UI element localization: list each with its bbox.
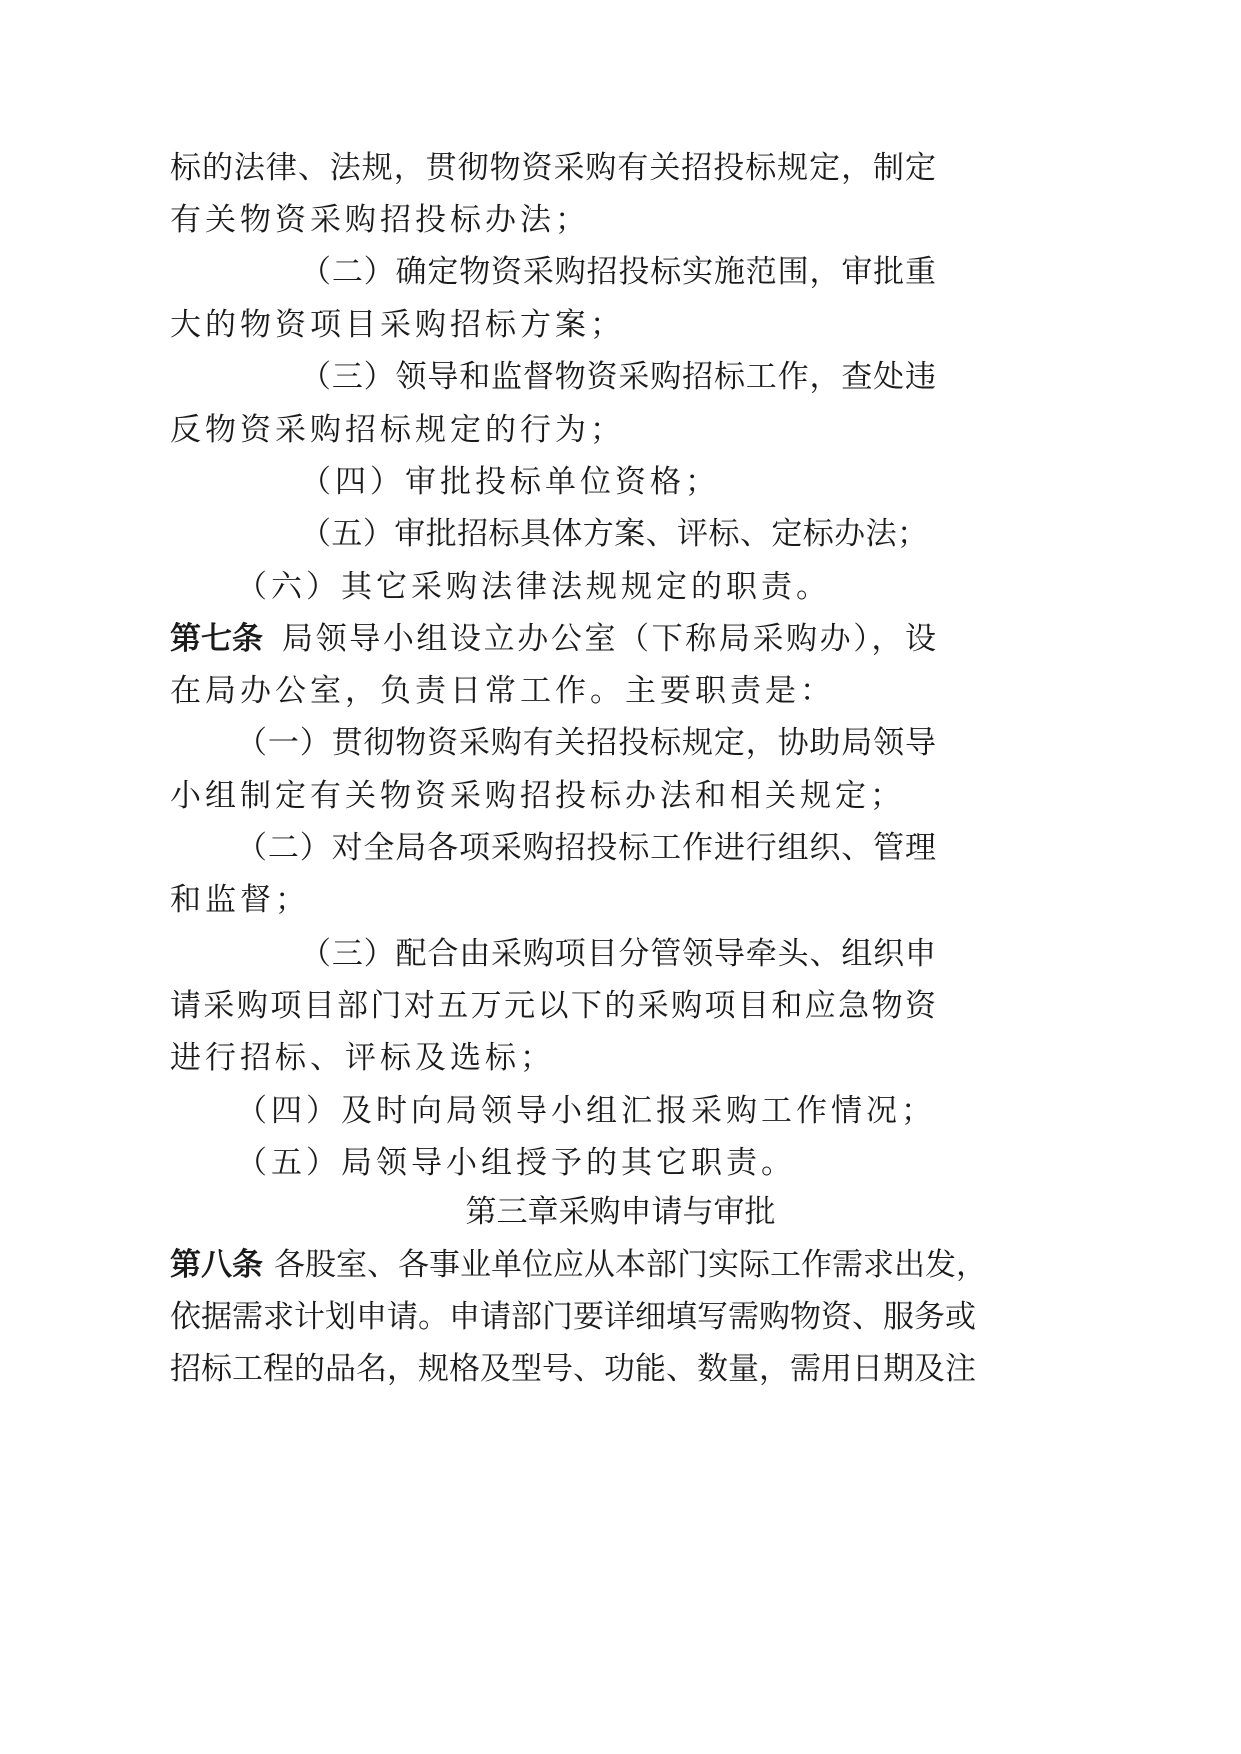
paragraph-line [0, 661, 1241, 721]
article-label: 第八条 [170, 1247, 263, 1283]
list-item [0, 452, 1241, 512]
line-text: 局领导小组设立办公室（下称局采购办），设 [282, 621, 936, 657]
paragraph-line [0, 190, 1241, 250]
list-item [0, 557, 1241, 617]
list-item [0, 713, 1241, 773]
list-item [0, 924, 1241, 984]
line-text: 招标工程的品名，规格及型号、功能、数量，需用日期及注 [170, 1351, 976, 1387]
line-text: （二）对全局各项采购招投标工作进行组织、管理 [236, 830, 936, 866]
line-text: 和监督； [170, 882, 310, 918]
list-item [0, 347, 1241, 407]
list-item [0, 504, 1241, 564]
line-text: 在局办公室，负责日常工作。主要职责是： [170, 673, 835, 709]
line-text: 大的物资项目采购招标方案； [170, 307, 625, 343]
paragraph-line [0, 1287, 1241, 1347]
line-text: （五）局领导小组授予的其它职责。 [236, 1145, 796, 1181]
line-text: （三）领导和监督物资采购招标工作，查处违 [300, 359, 936, 395]
article-line [0, 1235, 1241, 1295]
line-text: 小组制定有关物资采购招投标办法和相关规定； [170, 778, 905, 814]
line-text: 有关物资采购招投标办法； [170, 202, 590, 238]
paragraph-line [0, 1028, 1241, 1088]
article-label: 第七条 [170, 621, 263, 657]
paragraph-line [0, 766, 1241, 826]
line-text: 各股室、各事业单位应从本部门实际工作需求出发， [274, 1247, 987, 1283]
line-text: 依据需求计划申请。申请部门要详细填写需购物资、服务或 [170, 1299, 976, 1335]
article-line [0, 609, 1241, 669]
line-text: 反物资采购招标规定的行为； [170, 412, 625, 448]
paragraph-line [0, 400, 1241, 460]
line-text: 进行招标、评标及选标； [170, 1040, 555, 1076]
line-text: 请采购项目部门对五万元以下的采购项目和应急物资 [170, 988, 936, 1024]
list-item [0, 242, 1241, 302]
paragraph-line [0, 138, 1241, 198]
line-text: （一）贯彻物资采购有关招投标规定，协助局领导 [236, 725, 936, 761]
paragraph-line [0, 295, 1241, 355]
line-text: （四）审批投标单位资格； [300, 464, 720, 500]
line-text: （五）审批招标具体方案、评标、定标办法； [300, 516, 928, 552]
line-text: （二）确定物资采购招投标实施范围，审批重 [300, 254, 936, 290]
paragraph-line [0, 976, 1241, 1036]
line-text: （六）其它采购法律法规规定的职责。 [236, 569, 831, 605]
chapter-heading [0, 1182, 1241, 1242]
paragraph-line [0, 1339, 1241, 1399]
list-item [0, 1081, 1241, 1141]
line-text: （三）配合由采购项目分管领导牵头、组织申 [300, 936, 936, 972]
list-item [0, 818, 1241, 878]
chapter-title: 第三章采购申请与审批 [465, 1194, 776, 1230]
line-text: 标的法律、法规，贯彻物资采购有关招投标规定，制定 [170, 150, 936, 186]
line-text: （四）及时向局领导小组汇报采购工作情况； [236, 1093, 936, 1129]
paragraph-line [0, 870, 1241, 930]
